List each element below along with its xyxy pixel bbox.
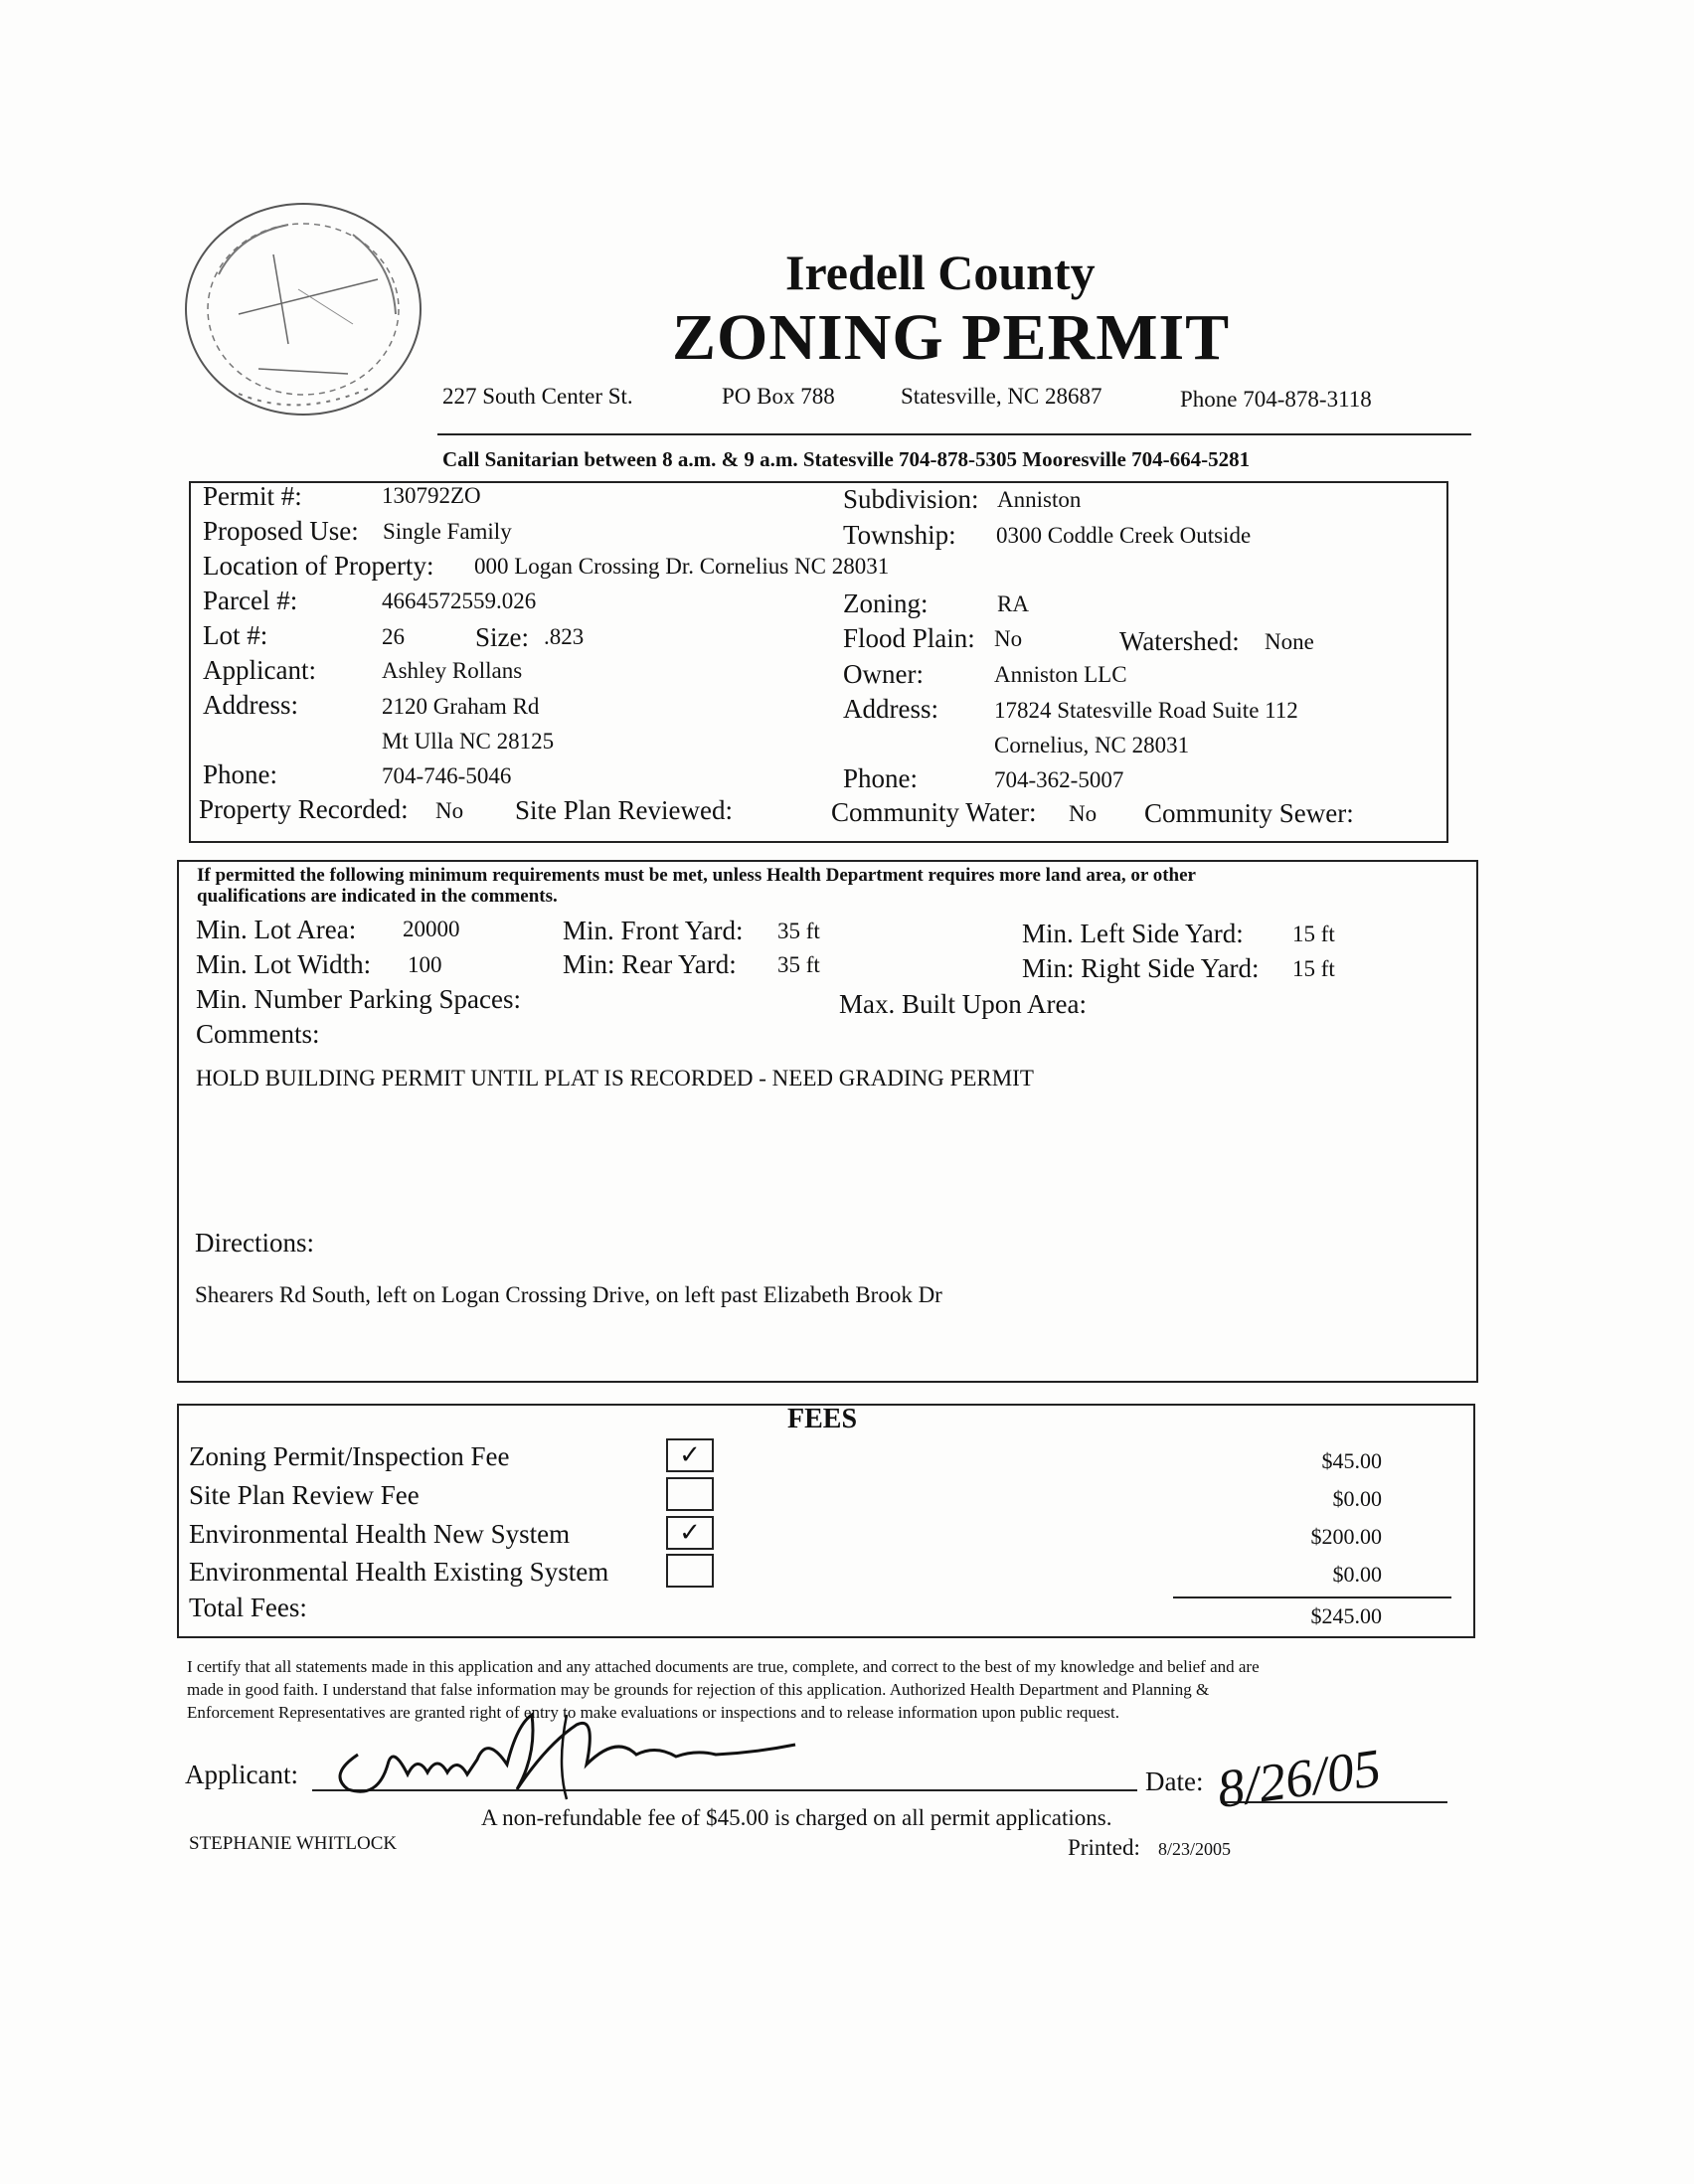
handwritten-date: 8/26/05 (1213, 1737, 1385, 1820)
requirements-intro-line-1: If permitted the following minimum requirements must be met, unless Health Department requires more land area, or other (197, 865, 1196, 886)
directions-label: Directions: (195, 1228, 314, 1258)
min-lot-width-value: 100 (408, 952, 442, 977)
permit-number-label: Permit #: (203, 481, 302, 511)
community-water-label: Community Water: (831, 797, 1037, 827)
size-value: .823 (544, 624, 585, 649)
fee-label-site-plan: Site Plan Review Fee (189, 1480, 420, 1510)
applicant-value: Ashley Rollans (382, 658, 523, 683)
fee-checkbox-env-health-new[interactable]: ✓ (666, 1516, 714, 1550)
total-fees-amount: $245.00 (1310, 1603, 1382, 1628)
min-front-yard-label: Min. Front Yard: (563, 916, 744, 945)
property-recorded-label: Property Recorded: (199, 794, 409, 824)
site-plan-reviewed-label: Site Plan Reviewed: (515, 795, 733, 825)
min-rear-yard-label: Min: Rear Yard: (563, 949, 737, 979)
community-sewer-label: Community Sewer: (1144, 798, 1354, 828)
applicant-signature-icon (318, 1695, 915, 1804)
county-name: Iredell County (785, 245, 1096, 300)
total-fees-label: Total Fees: (189, 1593, 307, 1622)
county-seal-icon (179, 195, 427, 423)
owner-label: Owner: (843, 659, 924, 689)
fee-amount-env-health-new: $200.00 (1310, 1524, 1382, 1549)
comments-value: HOLD BUILDING PERMIT UNTIL PLAT IS RECORDED - NEED GRADING PERMIT (196, 1066, 1034, 1091)
fee-amount-env-health-existing: $0.00 (1332, 1562, 1382, 1587)
fee-label-env-health-new: Environmental Health New System (189, 1519, 571, 1549)
lot-label: Lot #: (203, 620, 268, 650)
header-rule (437, 433, 1471, 435)
fee-label-zoning-permit: Zoning Permit/Inspection Fee (189, 1441, 510, 1471)
office-city: Statesville, NC 28687 (901, 384, 1102, 409)
min-parking-spaces-label: Min. Number Parking Spaces: (196, 984, 521, 1014)
document-title: ZONING PERMIT (672, 301, 1231, 374)
parcel-label: Parcel #: (203, 586, 298, 615)
watershed-label: Watershed: (1119, 626, 1240, 656)
property-recorded-value: No (435, 798, 464, 823)
fee-checkbox-env-health-existing[interactable] (666, 1554, 714, 1588)
flood-plain-value: No (994, 626, 1023, 651)
date-label: Date: (1145, 1766, 1204, 1796)
applicant-address-label: Address: (203, 690, 298, 720)
min-front-yard-value: 35 ft (777, 919, 820, 943)
flood-plain-label: Flood Plain: (843, 623, 975, 653)
printed-label: Printed: (1068, 1835, 1140, 1860)
location-value: 000 Logan Crossing Dr. Cornelius NC 28031 (474, 554, 890, 579)
fee-label-env-health-existing: Environmental Health Existing System (189, 1557, 609, 1587)
min-right-side-yard-value: 15 ft (1292, 956, 1335, 981)
owner-address-label: Address: (843, 694, 938, 724)
owner-phone-value: 704-362-5007 (994, 767, 1124, 792)
min-lot-area-value: 20000 (403, 917, 460, 941)
applicant-phone-value: 704-746-5046 (382, 763, 512, 788)
min-lot-width-label: Min. Lot Width: (196, 949, 372, 979)
location-label: Location of Property: (203, 551, 434, 581)
proposed-use-label: Proposed Use: (203, 516, 359, 546)
certification-line-2: made in good faith. I understand that false information may be grounds for rejection of this application. Authorized Health Department and Planning & (187, 1680, 1210, 1699)
printed-date: 8/23/2005 (1158, 1839, 1232, 1859)
min-right-side-yard-label: Min: Right Side Yard: (1022, 953, 1260, 983)
owner-address-line-1: 17824 Statesville Road Suite 112 (994, 698, 1298, 723)
fee-checkbox-site-plan[interactable] (666, 1477, 714, 1511)
owner-value: Anniston LLC (994, 662, 1127, 687)
applicant-address-line-2: Mt Ulla NC 28125 (382, 729, 555, 754)
community-water-value: No (1069, 801, 1098, 826)
max-built-upon-area-label: Max. Built Upon Area: (839, 989, 1087, 1019)
lot-value: 26 (382, 624, 405, 649)
township-label: Township: (843, 520, 956, 550)
subdivision-value: Anniston (997, 487, 1082, 512)
size-label: Size: (475, 622, 529, 652)
min-lot-area-label: Min. Lot Area: (196, 915, 357, 944)
zoning-label: Zoning: (843, 588, 929, 618)
requirements-intro-line-2: qualifications are indicated in the comments. (197, 886, 558, 907)
min-rear-yard-value: 35 ft (777, 952, 820, 977)
sanitarian-notice: Call Sanitarian between 8 a.m. & 9 a.m. Statesville 704-878-5305 Mooresville 704-664-5281 (442, 447, 1251, 471)
min-left-side-yard-label: Min. Left Side Yard: (1022, 919, 1244, 948)
fees-title: FEES (787, 1404, 858, 1434)
directions-value: Shearers Rd South, left on Logan Crossing Drive, on left past Elizabeth Brook Dr (195, 1282, 942, 1307)
office-address: 227 South Center St. (442, 384, 633, 409)
applicant-phone-label: Phone: (203, 759, 278, 789)
clerk-name: STEPHANIE WHITLOCK (189, 1833, 398, 1854)
township-value: 0300 Coddle Creek Outside (996, 523, 1252, 548)
permit-details-box (189, 481, 1448, 843)
po-box: PO Box 788 (722, 384, 835, 409)
permit-number-value: 130792ZO (382, 483, 481, 508)
parcel-value: 4664572559.026 (382, 588, 537, 613)
min-left-side-yard-value: 15 ft (1292, 922, 1335, 946)
fee-amount-zoning-permit: $45.00 (1321, 1448, 1382, 1473)
owner-phone-label: Phone: (843, 763, 919, 793)
applicant-label: Applicant: (203, 655, 316, 685)
proposed-use-value: Single Family (383, 519, 512, 544)
fee-checkbox-zoning-permit[interactable]: ✓ (666, 1438, 714, 1472)
comments-label: Comments: (196, 1019, 320, 1049)
nonrefundable-notice: A non-refundable fee of $45.00 is charged on all permit applications. (481, 1805, 1112, 1830)
certification-line-3: Enforcement Representatives are granted right of entry to make evaluations or inspections and to release information upon public request. (187, 1703, 1119, 1722)
applicant-address-line-1: 2120 Graham Rd (382, 694, 540, 719)
watershed-value: None (1265, 629, 1314, 654)
zoning-value: RA (997, 591, 1029, 616)
total-rule (1173, 1596, 1451, 1598)
office-phone: Phone 704-878-3118 (1180, 387, 1372, 412)
fee-amount-site-plan: $0.00 (1332, 1486, 1382, 1511)
certification-line-1: I certify that all statements made in this application and any attached documents are true, complete, and correct to the best of my knowledge and belief and are (187, 1657, 1260, 1676)
subdivision-label: Subdivision: (843, 484, 979, 514)
owner-address-line-2: Cornelius, NC 28031 (994, 733, 1190, 757)
applicant-signature-label: Applicant: (185, 1760, 298, 1789)
